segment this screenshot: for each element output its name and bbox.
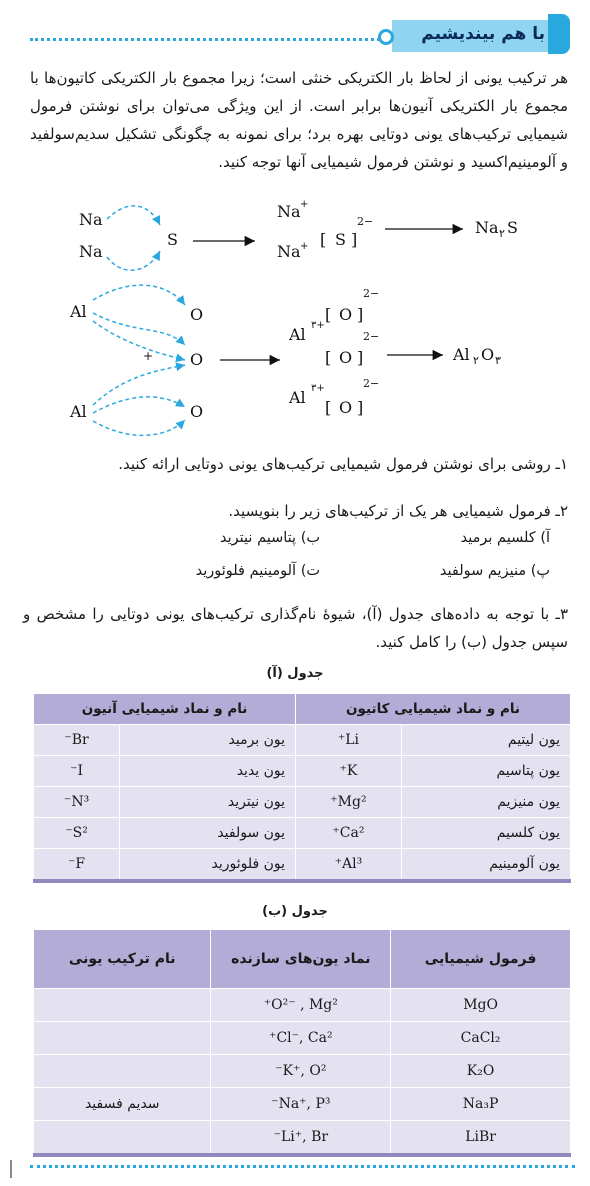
table-row: K₂O K⁺, O²⁻ [34,1055,571,1088]
na-ion-2: Na [277,242,301,261]
oxygen-atom-3: O [190,402,204,421]
question-2b: ب) پتاسیم نیترید [220,530,320,546]
header-circle-icon [378,29,394,45]
table-row: یون پتاسیم K⁺ یون یدید I⁻ [34,756,571,787]
svg-text:+: + [300,199,309,210]
footer-dotted-line [30,1165,575,1168]
question-2c: پ) منیزیم سولفید [439,563,550,579]
table-b-caption: جدول (ب) [262,904,328,919]
svg-text:۳+: ۳+ [311,320,325,331]
table-b-header-formula: فرمول شیمیایی [391,930,571,989]
svg-text:]: ] [351,230,358,249]
sulfide-ion: S [335,230,346,249]
table-a-header-cation: نام و نماد شیمیایی کاتیون [296,694,571,725]
question-2d: ت) آلومینیم فلوئورید [195,563,320,579]
al-ion-2: Al [289,388,306,407]
svg-text:[: [ [325,305,332,324]
table-a-caption: جدول (آ) [266,666,324,681]
table-a [33,693,571,883]
section-title: با هم بیندیشیم [421,24,545,44]
svg-text:[: [ [325,398,332,417]
svg-text:+: + [300,241,309,252]
svg-text:2−: 2− [357,215,374,228]
svg-text:۳+: ۳+ [311,383,325,394]
svg-text:O: O [481,345,495,364]
svg-text:S: S [507,218,518,237]
al-ion-1: Al [289,325,306,344]
table-row: یون لیتیم Li⁺ یون برمید Br⁻ [34,725,571,756]
question-2: ۲ـ فرمول شیمیایی هر یک از ترکیب‌های زیر را بنویسید. [228,502,568,520]
na-ion-1: Na [277,202,301,221]
svg-text:2−: 2− [363,330,380,343]
svg-text:O: O [339,348,353,367]
table-b [33,929,571,1157]
table-row: یون کلسیم Ca²⁺ یون سولفید S²⁻ [34,818,571,849]
question-2a: آ) کلسیم برمید [460,530,550,546]
table-row: Na₃P Na⁺, P³⁻ سدیم فسفید [34,1088,571,1121]
svg-text:[: [ [325,348,332,367]
svg-text:[: [ [320,230,327,249]
na2s-formula: Na [475,218,499,237]
table-b-header-ions: نماد یون‌های سازنده [211,930,391,989]
table-row: یون آلومینیم Al³⁺ یون فلوئورید F⁻ [34,849,571,882]
intro-paragraph: هر ترکیب یونی از لحاظ بار الکتریکی خنثی است؛ زیرا مجموع بار الکتریکی کاتیون‌ها با مجموع بار الکتریکی آنیون‌ها برابر است. از این ویژگی می‌توان برای نوشتن فرمول شیمیایی ترکیب‌های یونی دوتایی بهره برد؛ برای نمونه به چگونگی تشکیل سدیم‌سولفید و آلومینیم‌اکسید و نوشتن فرمول شیمیایی آنها توجه کنید. [30,69,568,171]
header-tab-accent [548,14,570,54]
svg-text:2−: 2− [363,377,380,390]
oxygen-atom-2: O [190,350,204,369]
svg-text:O: O [339,398,353,417]
question-1: ۱ـ روشی برای نوشتن فرمول شیمیایی ترکیب‌های یونی دوتایی ارائه کنید. [118,455,568,473]
al2o3-formula: Al [453,345,470,364]
svg-text:]: ] [357,348,364,367]
sulfur-atom: S [167,230,178,249]
table-a-header-anion: نام و نماد شیمیایی آنیون [34,694,296,725]
svg-text:2−: 2− [363,287,380,300]
table-row: CaCl₂ Cl⁻, Ca²⁺ [34,1022,571,1055]
al-atom-1: Al [70,302,87,321]
table-row: یون منیزیم Mg²⁺ یون نیترید N³⁻ [34,787,571,818]
na-atom-1: Na [79,210,103,229]
svg-text:O: O [339,305,353,324]
svg-text:۲: ۲ [499,227,505,240]
al-atom-2: Al [70,402,87,421]
svg-text:]: ] [357,398,364,417]
table-b-header-name: نام ترکیب یونی [34,930,211,989]
table-row: MgO O²⁻ , Mg²⁺ [34,989,571,1022]
svg-text:]: ] [357,305,364,324]
na-atom-2: Na [79,242,103,261]
oxygen-atom-1: O [190,305,204,324]
ionic-formation-diagram [55,195,535,445]
table-row: LiBr Li⁺, Br⁻ [34,1121,571,1156]
header-dotted-line [30,38,380,41]
page-edge-mark [10,1160,12,1178]
question-3: ۳ـ با توجه به داده‌های جدول (آ)، شیوهٔ نام‌گذاری ترکیب‌های یونی دوتایی را مشخص و سپس جدول (ب) را کامل کنید. [23,605,568,651]
svg-text:۲: ۲ [473,354,479,367]
svg-text:+: + [143,349,154,363]
svg-text:۳: ۳ [495,354,501,367]
